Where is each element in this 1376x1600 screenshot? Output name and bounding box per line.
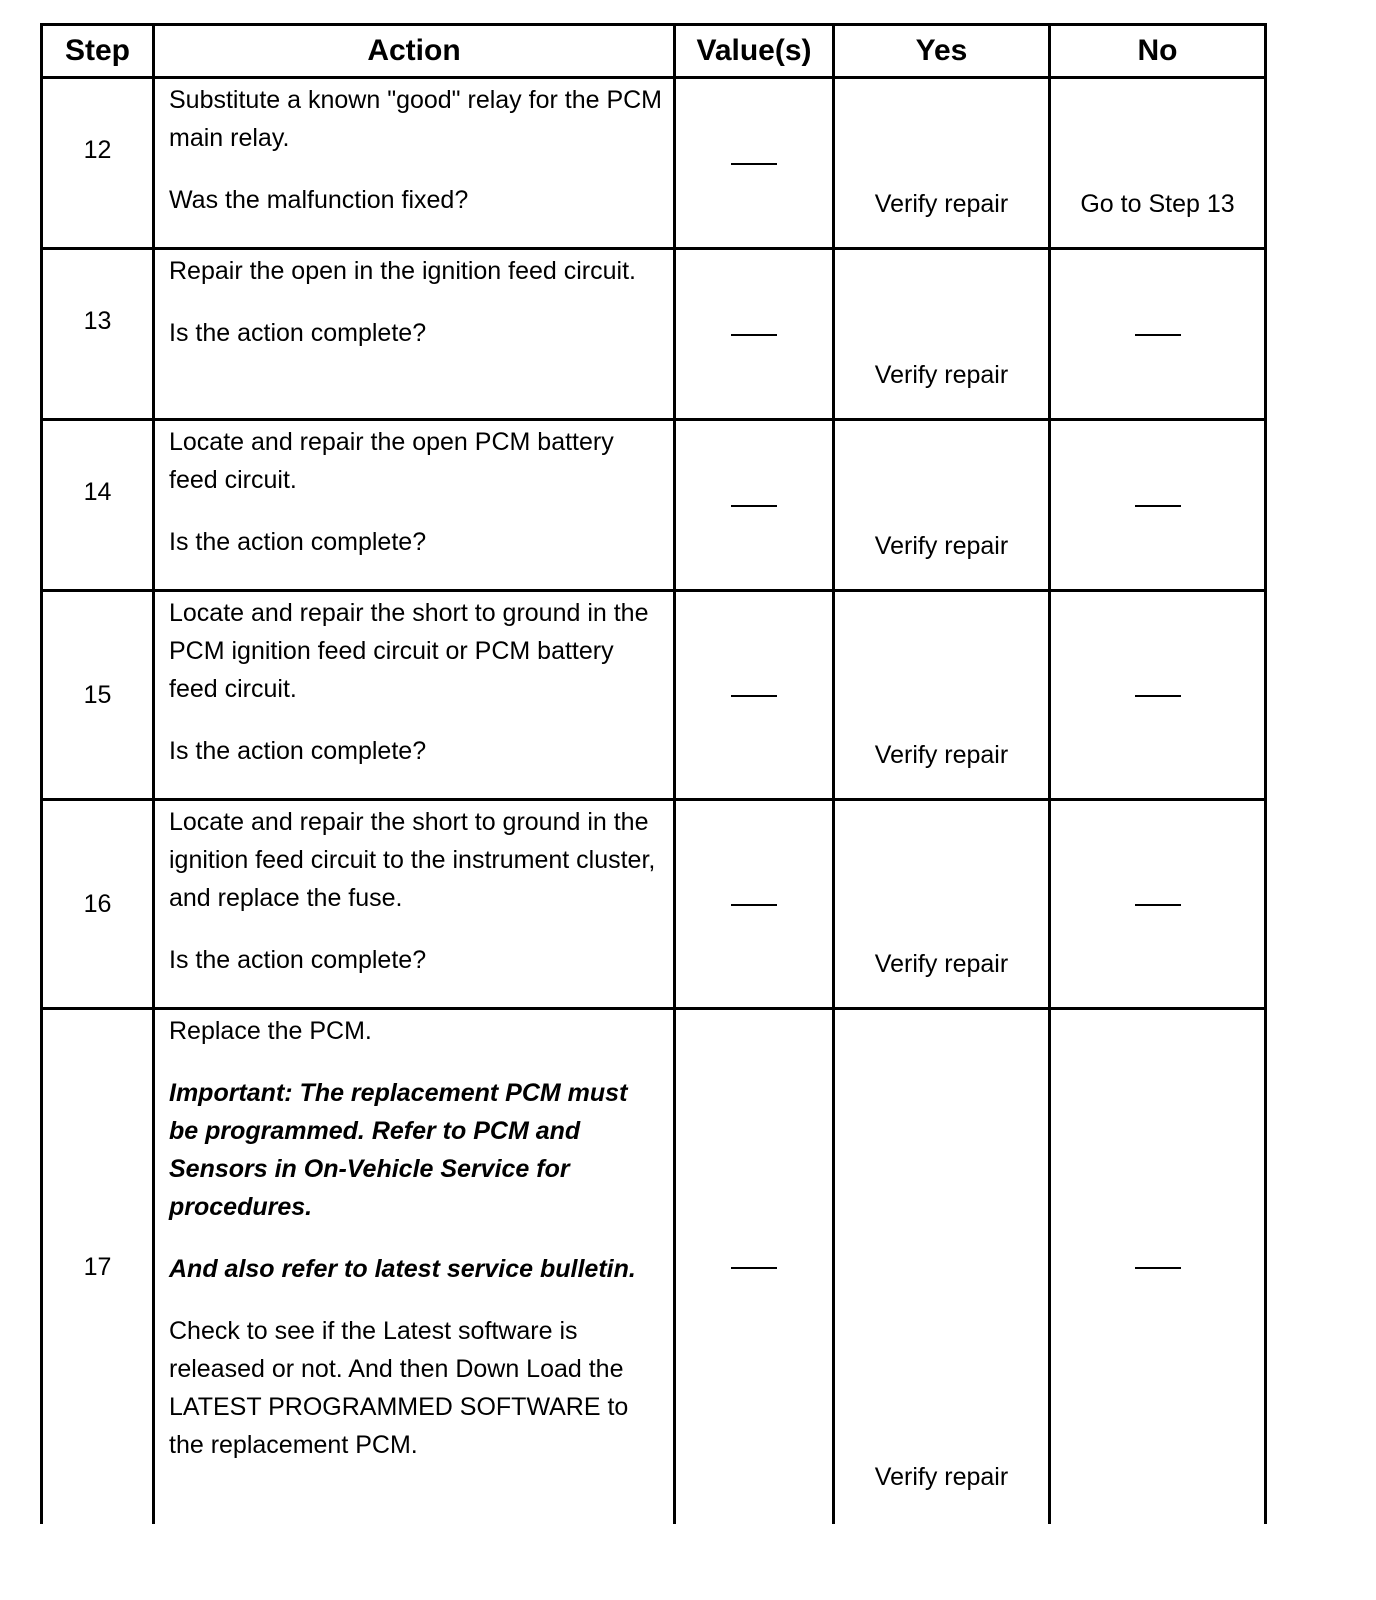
no-cell [1050, 800, 1266, 1009]
table-header-row [42, 25, 1266, 78]
value-cell [675, 800, 834, 1009]
step-number: 15 [42, 591, 154, 800]
diagnostic-step-table [40, 23, 1267, 1524]
dash-mark [1135, 695, 1181, 697]
action-text: Repair the open in the ignition feed circuit. [169, 257, 636, 285]
software-instruction: Check to see if the Latest software is released or not. And then Down Load the LATEST PROGRAMMED SOFTWARE to the replacement PCM. [169, 1317, 629, 1459]
action-text: Locate and repair the short to ground in the ignition feed circuit to the instrument cluster, and replace the fuse. [169, 808, 656, 912]
important-note: Important: The replacement PCM must be programmed. Refer to PCM and Sensors in On-Vehicle Service for procedures. [169, 1079, 628, 1221]
dash-mark [731, 163, 777, 165]
action-question: Is the action complete? [169, 528, 427, 556]
value-cell [675, 420, 834, 591]
action-text: Locate and repair the short to ground in the PCM ignition feed circuit or PCM battery feed circuit. [169, 599, 649, 703]
table-row [42, 591, 1266, 800]
action-cell [154, 1009, 675, 1524]
value-cell [675, 78, 834, 249]
yes-cell: Verify repair [834, 420, 1050, 591]
action-question: Was the malfunction fixed? [169, 186, 469, 214]
dash-mark [1135, 1267, 1181, 1269]
step-number: 17 [42, 1009, 154, 1524]
no-cell: Go to Step 13 [1050, 78, 1266, 249]
value-cell [675, 591, 834, 800]
table-row [42, 249, 1266, 420]
header-yes: Yes [834, 25, 1050, 78]
dash-mark [731, 1267, 777, 1269]
table-row [42, 800, 1266, 1009]
table-row [42, 1009, 1266, 1524]
action-question: Is the action complete? [169, 946, 427, 974]
value-cell [675, 249, 834, 420]
action-cell [154, 591, 675, 800]
step-number: 12 [42, 78, 154, 249]
yes-cell: Verify repair [834, 1009, 1050, 1524]
header-values: Value(s) [675, 25, 834, 78]
action-question: Is the action complete? [169, 319, 427, 347]
action-question: Is the action complete? [169, 737, 427, 765]
action-text: Replace the PCM. [169, 1017, 372, 1045]
no-cell [1050, 249, 1266, 420]
yes-cell: Verify repair [834, 591, 1050, 800]
yes-cell: Verify repair [834, 249, 1050, 420]
value-cell [675, 1009, 834, 1524]
action-cell [154, 420, 675, 591]
action-cell [154, 78, 675, 249]
table-row [42, 420, 1266, 591]
dash-mark [731, 695, 777, 697]
action-cell [154, 249, 675, 420]
header-step: Step [42, 25, 154, 78]
step-number: 14 [42, 420, 154, 591]
table-row [42, 78, 1266, 249]
yes-cell: Verify repair [834, 78, 1050, 249]
yes-cell: Verify repair [834, 800, 1050, 1009]
step-number: 13 [42, 249, 154, 420]
step-number: 16 [42, 800, 154, 1009]
header-no: No [1050, 25, 1266, 78]
no-cell [1050, 591, 1266, 800]
dash-mark [1135, 904, 1181, 906]
action-text: Substitute a known "good" relay for the PCM main relay. [169, 86, 663, 152]
dash-mark [731, 334, 777, 336]
no-cell [1050, 420, 1266, 591]
action-cell [154, 800, 675, 1009]
service-bulletin-note: And also refer to latest service bulletin. [169, 1255, 636, 1283]
action-text: Locate and repair the open PCM battery feed circuit. [169, 428, 614, 494]
dash-mark [731, 505, 777, 507]
dash-mark [1135, 505, 1181, 507]
no-cell [1050, 1009, 1266, 1524]
dash-mark [1135, 334, 1181, 336]
header-action: Action [154, 25, 675, 78]
dash-mark [731, 904, 777, 906]
